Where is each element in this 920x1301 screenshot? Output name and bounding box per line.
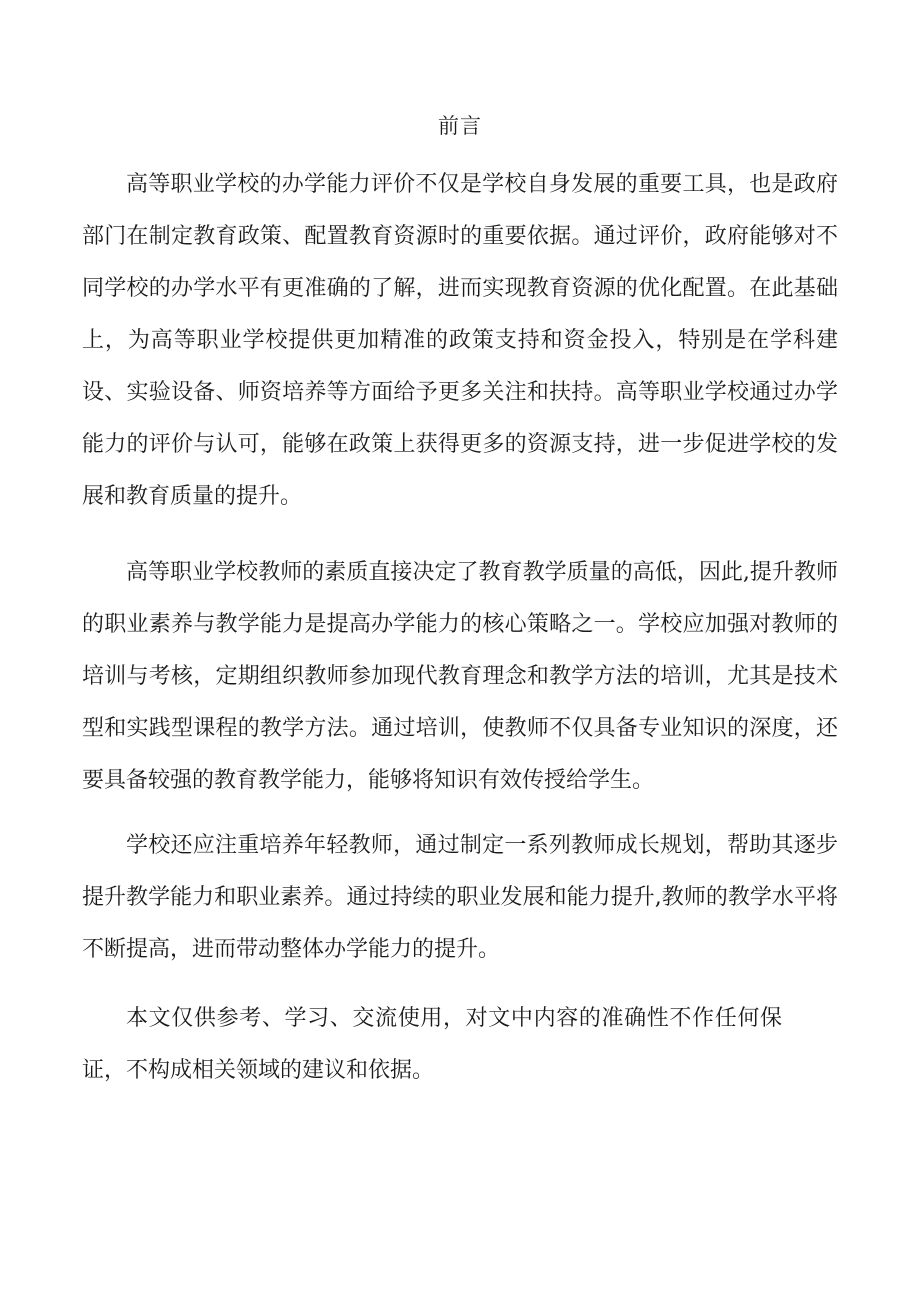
paragraph-disclaimer: 本文仅供参考、学习、交流使用，对文中内容的准确性不作任何保证，不构成相关领域的建议和依据。 <box>82 1006 782 1083</box>
paragraph-teacher-quality: 高等职业学校教师的素质直接决定了教育教学质量的高低，因此,提升教师的职业素养与教学能力是提高办学能力的核心策略之一。学校应加强对教师的培训与考核，定期组织教师参加现代教育理念和教学方法的培训，尤其是技术型和实践型课程的教学方法。通过培训，使教师不仅具备专业知识的深度，还要具备较强的教育教学能力，能够将知识有效传授给学生。 <box>82 560 838 793</box>
paragraph-evaluation: 高等职业学校的办学能力评价不仅是学校自身发展的重要工具，也是政府部门在制定教育政策、配置教育资源时的重要依据。通过评价，政府能够对不同学校的办学水平有更准确的了解，进而实现教育资源的优化配置。在此基础上，为高等职业学校提供更加精准的政策支持和资金投入，特别是在学科建设、实验设备、师资培养等方面给予更多关注和扶持。高等职业学校通过办学能力的评价与认可，能够在政策上获得更多的资源支持，进一步促进学校的发展和教育质量的提升。 <box>82 172 838 509</box>
paragraph-young-teachers: 学校还应注重培养年轻教师，通过制定一系列教师成长规划，帮助其逐步提升教学能力和职业素养。通过持续的职业发展和能力提升,教师的教学水平将不断提高，进而带动整体办学能力的提升。 <box>82 833 838 962</box>
page-title: 前言 <box>438 114 482 138</box>
